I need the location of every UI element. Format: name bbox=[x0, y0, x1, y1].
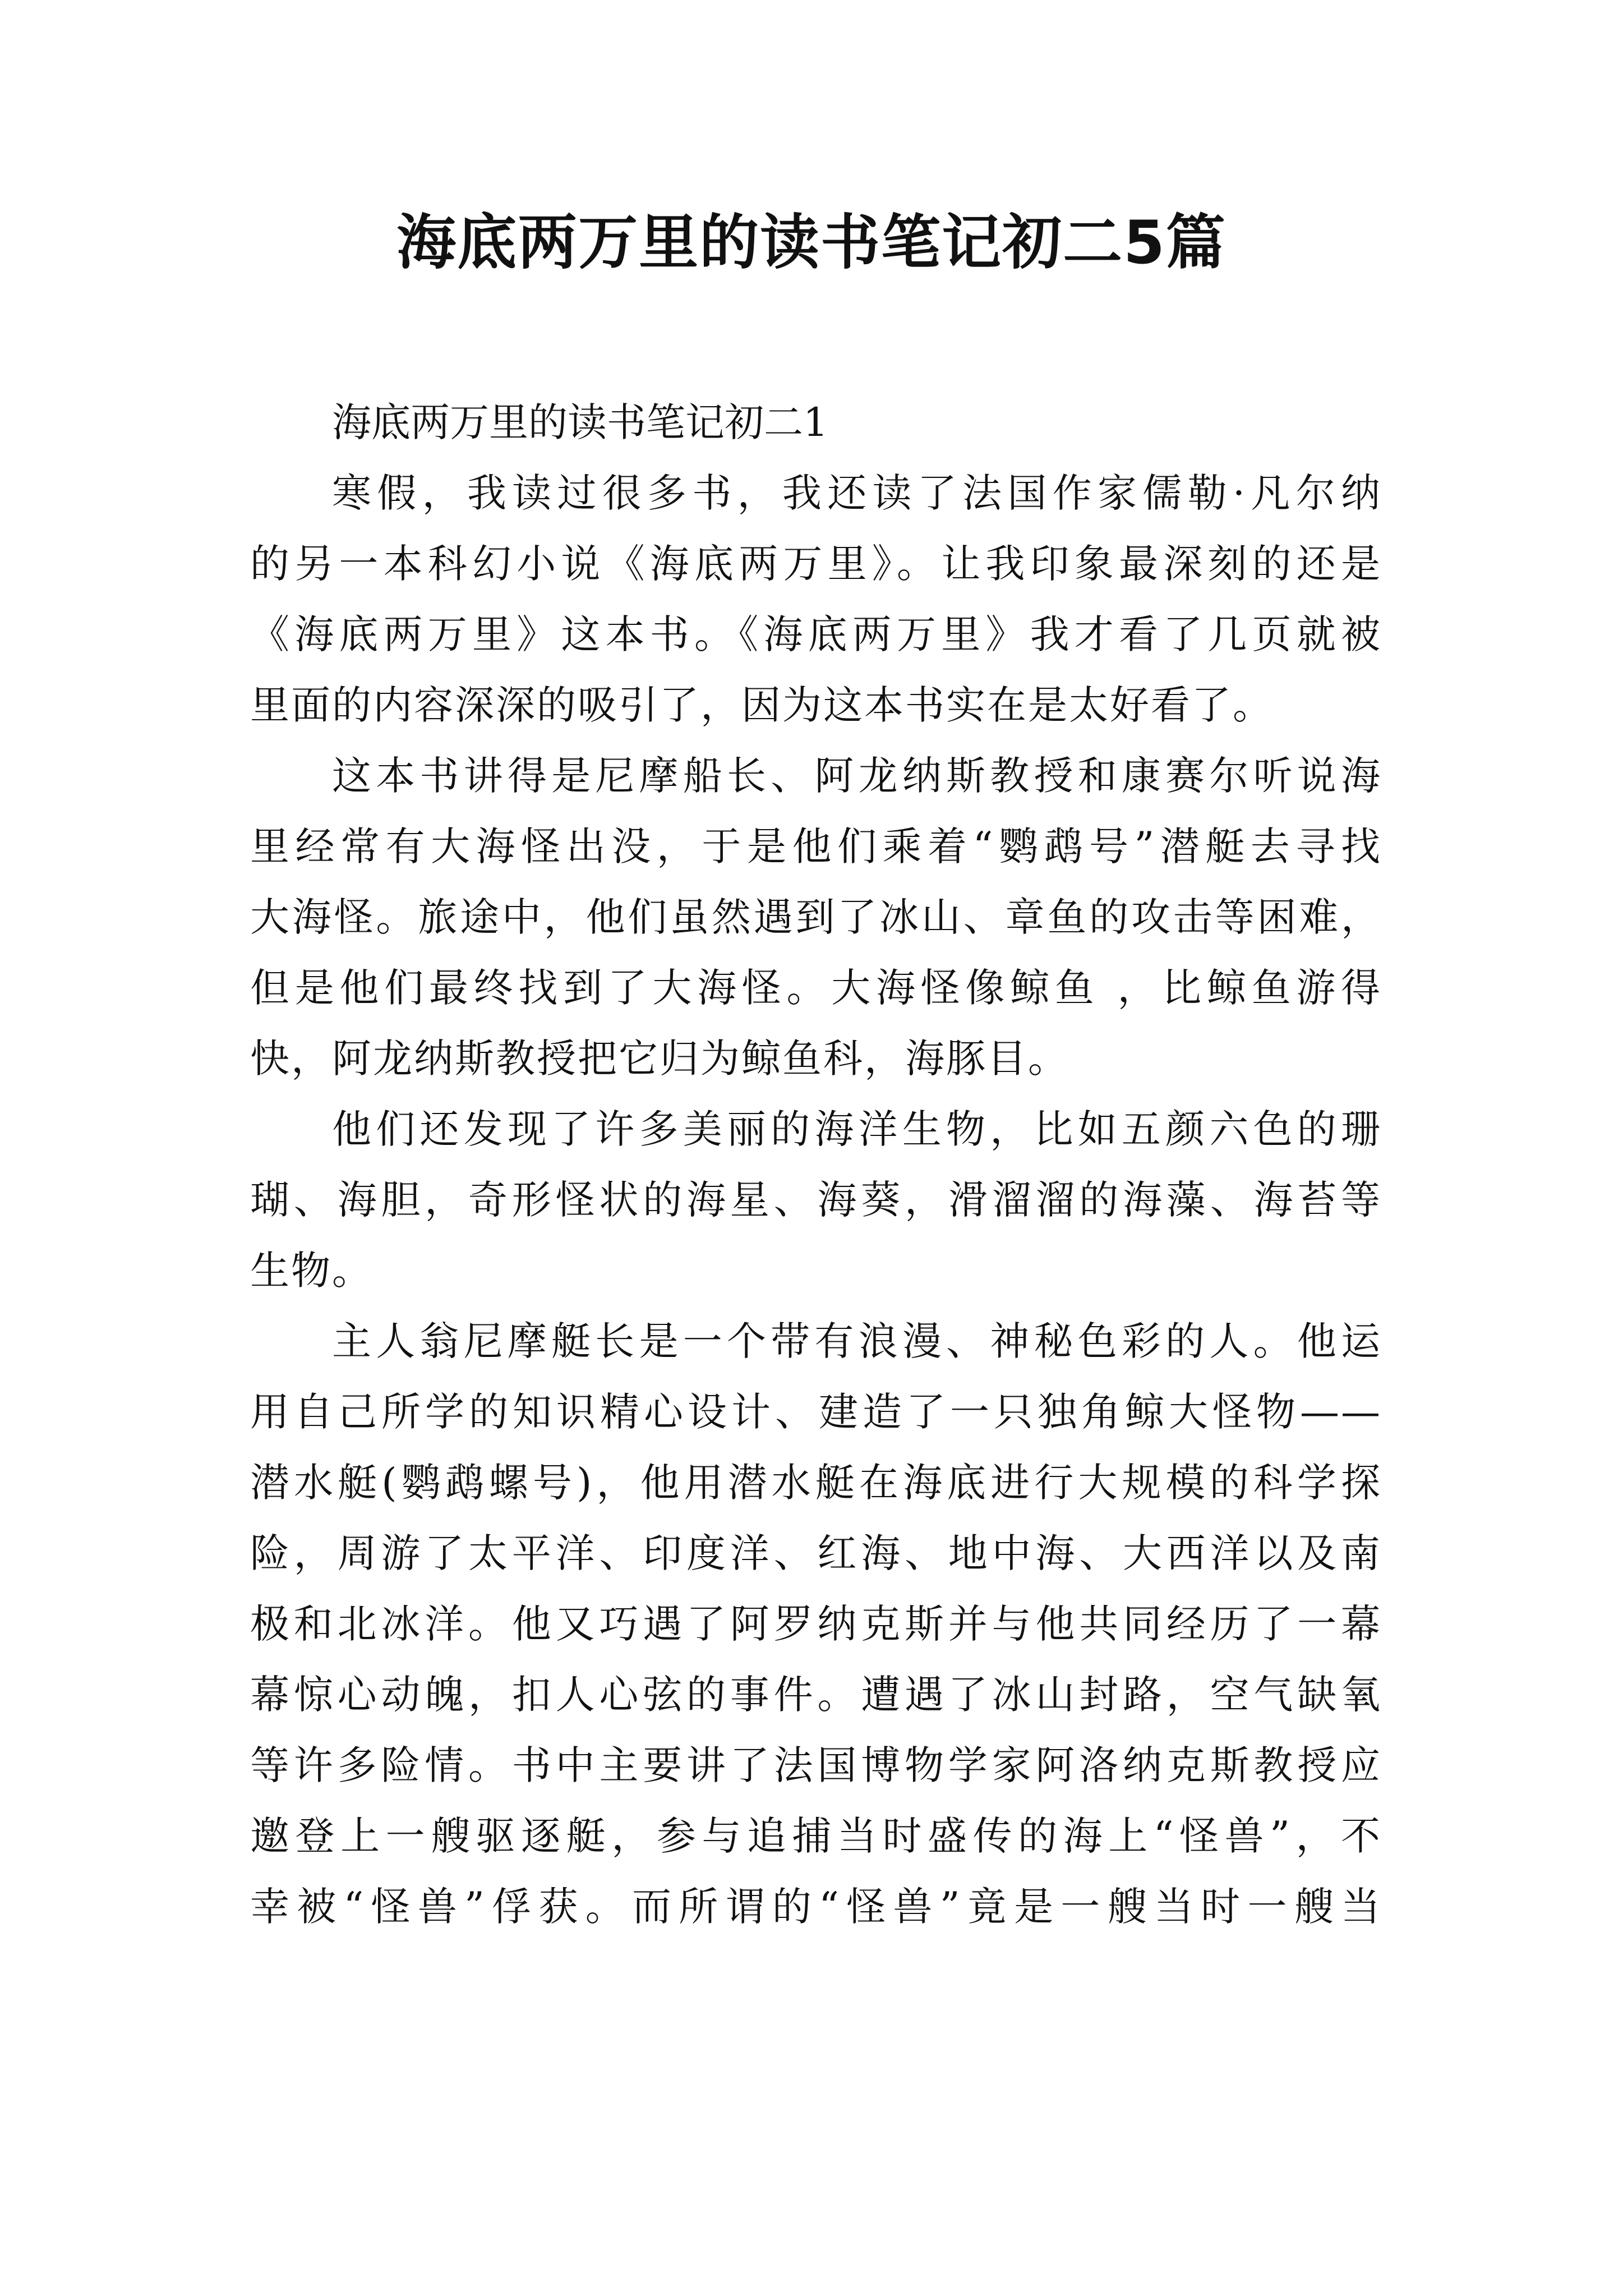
text-line: 里面的内容深深的吸引了，因为这本书实在是太好看了。 bbox=[250, 682, 1274, 728]
text-line: 生物。 bbox=[250, 1248, 373, 1294]
text-line: 《海底两万里》这本书。《海底两万里》我才看了几页就被 bbox=[250, 611, 1382, 657]
text-line: 瑚、海胆，奇形怪状的海星、海葵，滑溜溜的海藻、海苔等 bbox=[250, 1177, 1382, 1223]
paragraph-1 bbox=[250, 458, 1382, 740]
text-line: 寒假，我读过很多书，我还读了法国作家儒勒·凡尔纳 bbox=[332, 470, 1382, 516]
text-line: 等许多险情。书中主要讲了法国博物学家阿洛纳克斯教授应 bbox=[250, 1742, 1382, 1788]
section-heading: 海底两万里的读书笔记初二1 bbox=[332, 399, 828, 445]
text-line: 险，周游了太平洋、印度洋、红海、地中海、大西洋以及南 bbox=[250, 1530, 1382, 1576]
text-line: 里经常有大海怪出没，于是他们乘着“鹦鹉号”潜艇去寻找 bbox=[250, 823, 1382, 869]
text-line: 幕惊心动魄，扣人心弦的事件。遭遇了冰山封路，空气缺氧 bbox=[250, 1672, 1382, 1718]
paragraph-2 bbox=[250, 740, 1382, 1094]
text-line: 潜水艇(鹦鹉螺号)，他用潜水艇在海底进行大规模的科学探 bbox=[250, 1460, 1382, 1506]
document-title: 海底两万里的读书笔记初二5篇 bbox=[396, 208, 1227, 277]
text-line: 主人翁尼摩艇长是一个带有浪漫、神秘色彩的人。他运 bbox=[332, 1318, 1382, 1364]
text-line: 用自己所学的知识精心设计、建造了一只独角鲸大怪物—— bbox=[250, 1389, 1382, 1435]
document-body bbox=[250, 387, 1382, 1942]
text-line: 快，阿龙纳斯教授把它归为鲸鱼科，海豚目。 bbox=[250, 1036, 1069, 1082]
paragraph-4 bbox=[250, 1306, 1382, 1942]
text-line: 极和北冰洋。他又巧遇了阿罗纳克斯并与他共同经历了一幕 bbox=[250, 1601, 1382, 1647]
text-line: 大海怪。旅途中，他们虽然遇到了冰山、章鱼的攻击等困难， bbox=[250, 894, 1382, 940]
text-line: 幸被“怪兽”俘获。而所谓的“怪兽”竟是一艘当时一艘当 bbox=[250, 1884, 1382, 1930]
text-line: 他们还发现了许多美丽的海洋生物，比如五颜六色的珊 bbox=[332, 1106, 1382, 1152]
text-line: 的另一本科幻小说《海底两万里》。让我印象最深刻的还是 bbox=[250, 541, 1382, 587]
text-line: 但是他们最终找到了大海怪。大海怪像鲸鱼 ，比鲸鱼游得 bbox=[250, 965, 1382, 1011]
paragraph-3 bbox=[250, 1094, 1382, 1306]
text-line: 邀登上一艘驱逐艇，参与追捕当时盛传的海上“怪兽”，不 bbox=[250, 1813, 1382, 1859]
text-line: 这本书讲得是尼摩船长、阿龙纳斯教授和康赛尔听说海 bbox=[332, 753, 1382, 799]
